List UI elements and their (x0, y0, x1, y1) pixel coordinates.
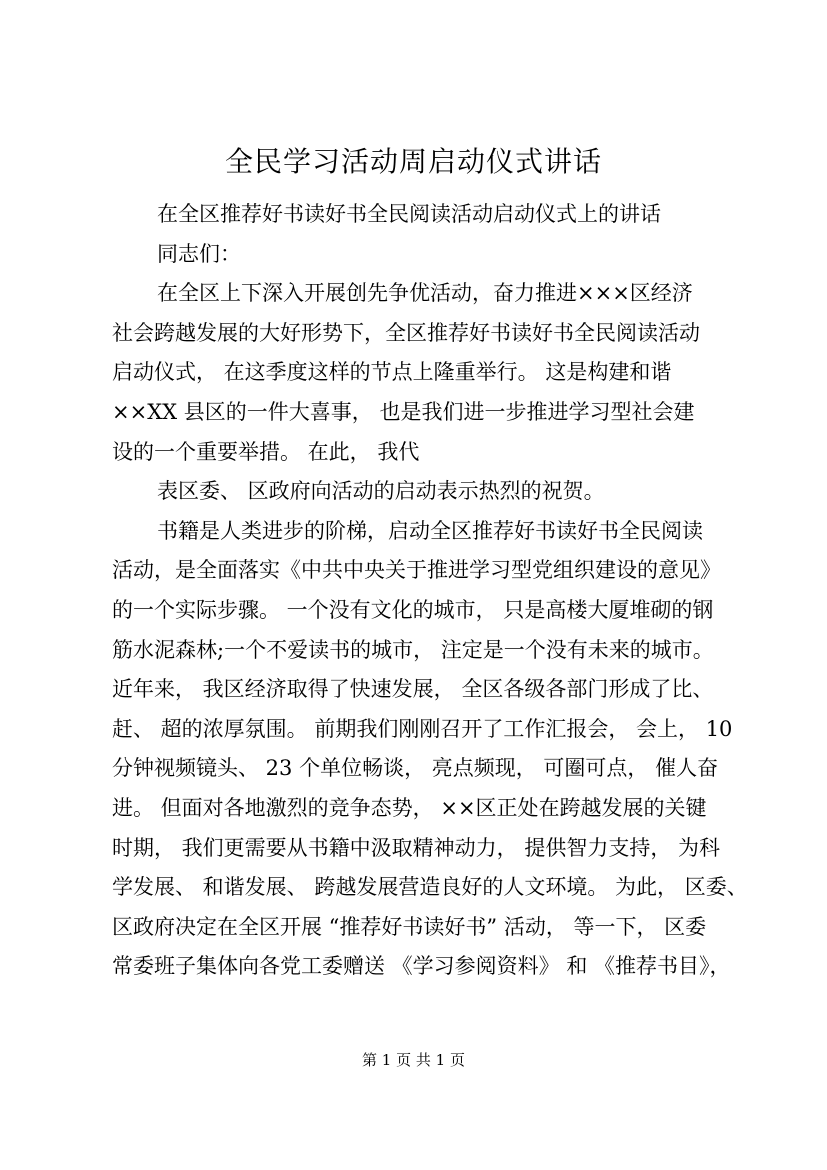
body-line: 赶、 超的浓厚氛围。 前期我们刚刚召开了工作汇报会， 会上， 10 (112, 716, 733, 741)
page-footer: 第 1 页 共 1 页 (362, 1051, 465, 1069)
body-line: 常委班子集体向各党工委赠送 《学习参阅资料》 和 《推荐书目》， (112, 954, 731, 979)
body-line: 在全区上下深入开展创先争优活动，奋力推进×××区经济 (157, 281, 693, 306)
body-line: 时期， 我们更需要从书籍中汲取精神动力， 提供智力支持， 为科 (112, 835, 721, 860)
body-line: 分钟视频镜头、 23 个单位畅谈， 亮点频现， 可圈可点， 催人奋 (112, 756, 719, 781)
document-body (112, 195, 748, 987)
body-line: 近年来， 我区经济取得了快速发展， 全区各级各部门形成了比、 (112, 677, 714, 702)
body-line: 表区委、 区政府向活动的启动表示热烈的祝贺。 (157, 479, 605, 504)
body-line: 书籍是人类进步的阶梯，启动全区推荐好书读好书全民阅读 (157, 518, 703, 543)
body-line: 设的一个重要举措。 在此， 我代 (112, 439, 420, 464)
body-line: 同志们： (157, 241, 241, 266)
body-line: 进。 但面对各地激烈的竞争态势， ××区正处在跨越发展的关键 (112, 795, 707, 820)
body-line: 学发展、 和谐发展、 跨越发展营造良好的人文环境。 为此， 区委、 (112, 875, 748, 900)
document-title: 全民学习活动周启动仪式讲话 (224, 145, 602, 178)
body-line: 的一个实际步骤。 一个没有文化的城市， 只是高楼大厦堆砌的钢 (112, 597, 714, 622)
body-line: 在全区推荐好书读好书全民阅读活动启动仪式上的讲话 (157, 202, 661, 226)
body-line: 活动，是全面落实《中共中央关于推进学习型党组织建设的意见》 (112, 558, 721, 583)
body-line: 筋水泥森林;一个不爱读书的城市， 注定是一个没有未来的城市。 (112, 637, 714, 662)
body-line: 区政府决定在全区开展 “推荐好书读好书” 活动， 等一下， 区委 (112, 914, 707, 939)
body-line: 启动仪式， 在这季度这样的节点上隆重举行。 这是构建和谐 (112, 360, 672, 385)
body-line: ××XX 县区的一件大喜事， 也是我们进一步推进学习型社会建 (112, 399, 695, 424)
body-line: 社会跨越发展的大好形势下，全区推荐好书读好书全民阅读活动 (112, 320, 700, 345)
